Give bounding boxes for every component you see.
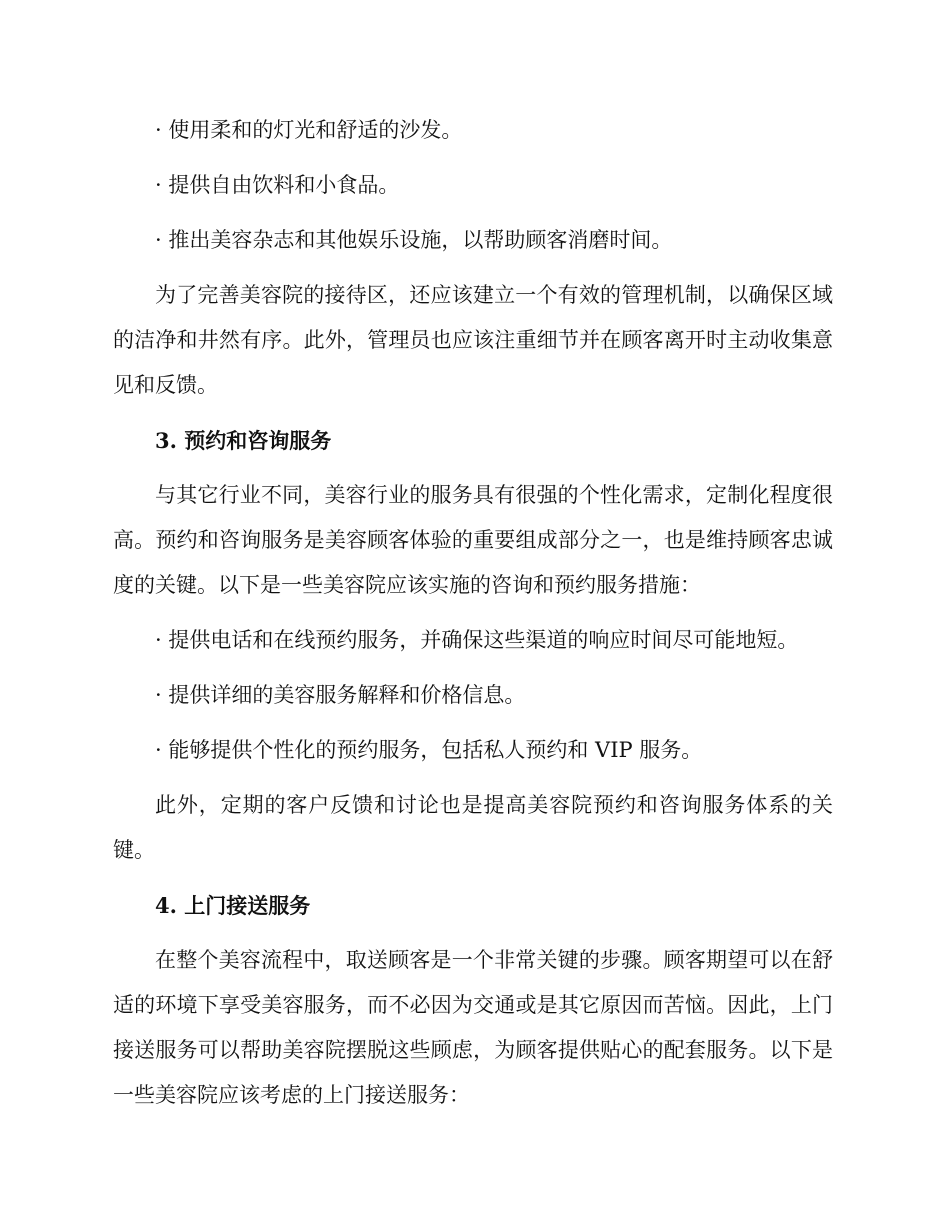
document-body <box>113 108 833 1128</box>
section-heading-pickup: 4. 上门接送服务 <box>155 893 311 918</box>
paragraph-feedback: 此外，定期的客户反馈和讨论也是提高美容院预约和咨询服务体系的关键。 <box>113 793 833 862</box>
bullet-free-drinks: · 提供自由饮料和小食品。 <box>155 173 400 197</box>
paragraph-reception-management: 为了完善美容院的接待区，还应该建立一个有效的管理机制，以确保区域的洁净和井然有序。此外，管理员也应该注重细节并在顾客离开时主动收集意见和反馈。 <box>113 283 833 397</box>
paragraph-appointment-intro: 与其它行业不同，美容行业的服务具有很强的个性化需求，定制化程度很高。预约和咨询服务是美容顾客体验的重要组成部分之一，也是维持顾客忠诚度的关键。以下是一些美容院应该实施的咨询和预约服务措施： <box>113 483 833 597</box>
bullet-phone-online-booking: · 提供电话和在线预约服务，并确保这些渠道的响应时间尽可能地短。 <box>155 628 799 652</box>
bullet-magazines: · 推出美容杂志和其他娱乐设施，以帮助顾客消磨时间。 <box>155 228 673 252</box>
bullet-vip-service: · 能够提供个性化的预约服务，包括私人预约和 VIP 服务。 <box>155 738 703 762</box>
bullet-soft-lighting: · 使用柔和的灯光和舒适的沙发。 <box>155 118 463 142</box>
bullet-price-info: · 提供详细的美容服务解释和价格信息。 <box>155 683 526 707</box>
paragraph-pickup-intro: 在整个美容流程中，取送顾客是一个非常关键的步骤。顾客期望可以在舒适的环境下享受美容服务，而不必因为交通或是其它原因而苦恼。因此，上门接送服务可以帮助美容院摆脱这些顾虑，为顾客提供贴心的配套服务。以下是一些美容院应该考虑的上门接送服务： <box>113 948 833 1107</box>
section-heading-appointment: 3. 预约和咨询服务 <box>155 428 332 453</box>
